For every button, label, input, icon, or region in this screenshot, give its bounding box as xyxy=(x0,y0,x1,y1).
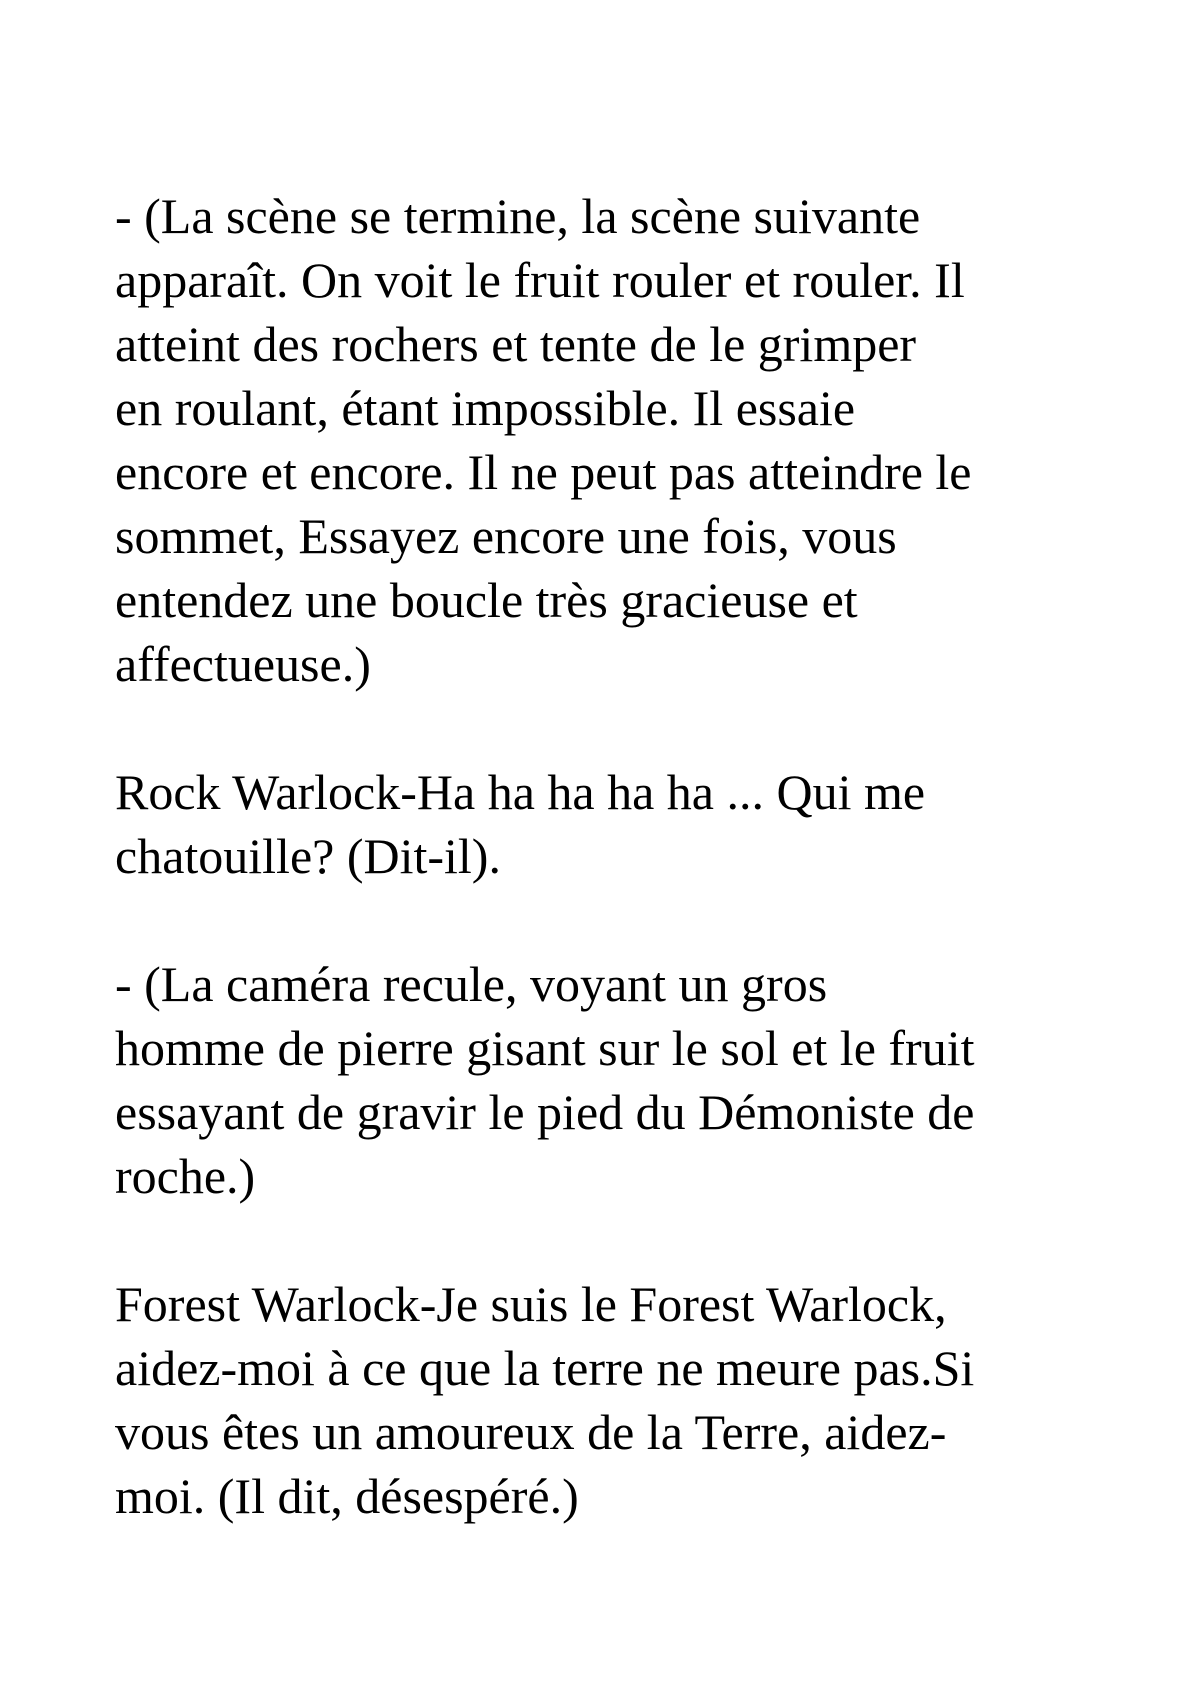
text-line: chatouille? (Dit-il). xyxy=(115,828,501,884)
text-line: aidez-moi à ce que la terre ne meure pas.Si xyxy=(115,1340,975,1396)
paragraph-stage-direction-2 xyxy=(115,952,1105,1208)
document-page xyxy=(115,184,1105,1592)
text-line: entendez une boucle très gracieuse et xyxy=(115,572,858,628)
text-line: - (La caméra recule, voyant un gros xyxy=(115,956,828,1012)
text-line: Forest Warlock-Je suis le Forest Warlock, xyxy=(115,1276,947,1332)
text-line: en roulant, étant impossible. Il essaie xyxy=(115,380,856,436)
text-line: - (La scène se termine, la scène suivante xyxy=(115,188,921,244)
text-line: affectueuse.) xyxy=(115,636,371,692)
text-line: encore et encore. Il ne peut pas atteindre le xyxy=(115,444,972,500)
text-line: moi. (Il dit, désespéré.) xyxy=(115,1468,579,1524)
text-line: roche.) xyxy=(115,1148,256,1204)
text-line: Rock Warlock-Ha ha ha ha ha ... Qui me xyxy=(115,764,926,820)
paragraph-stage-direction-1 xyxy=(115,184,1105,696)
text-line: essayant de gravir le pied du Démoniste de xyxy=(115,1084,975,1140)
text-line: sommet, Essayez encore une fois, vous xyxy=(115,508,897,564)
paragraph-dialogue-forest-warlock xyxy=(115,1272,1105,1528)
text-line: homme de pierre gisant sur le sol et le fruit xyxy=(115,1020,975,1076)
text-line: vous êtes un amoureux de la Terre, aidez- xyxy=(115,1404,947,1460)
text-line: apparaît. On voit le fruit rouler et rouler. Il xyxy=(115,252,965,308)
text-line: atteint des rochers et tente de le grimper xyxy=(115,316,917,372)
paragraph-dialogue-rock-warlock xyxy=(115,760,1105,888)
